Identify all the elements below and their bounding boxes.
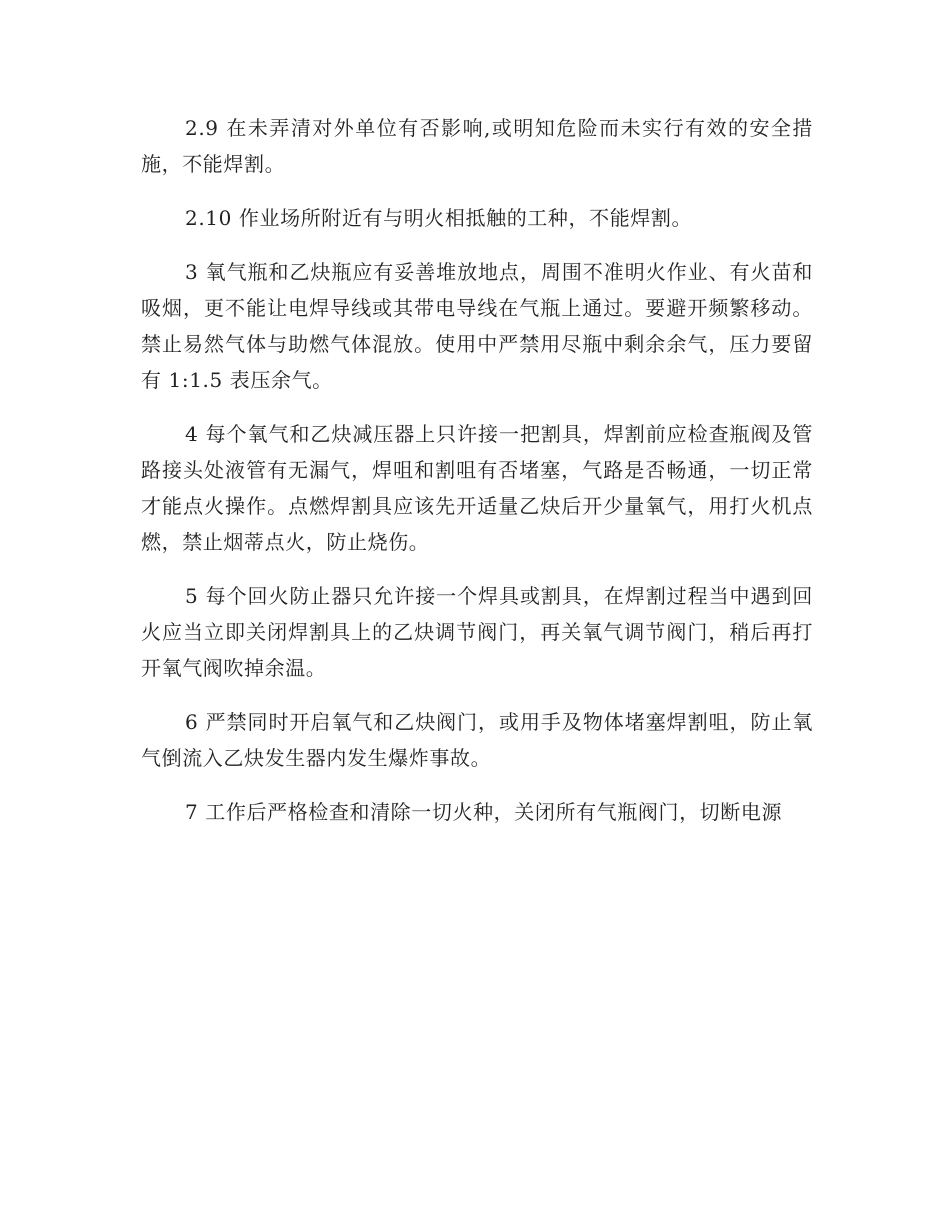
- paragraph-2-9: 2.9 在未弄清对外单位有否影响,或明知危险而未实行有效的安全措施，不能焊割。: [141, 116, 813, 176]
- paragraph-2-10: 2.10 作业场所附近有与明火相抵触的工种，不能焊割。: [185, 206, 693, 230]
- paragraph-6: 6 严禁同时开启氧气和乙炔阀门，或用手及物体堵塞焊割咀，防止氧气倒流入乙炔发生器内发生爆炸事故。: [141, 710, 813, 770]
- paragraph-4: 4 每个氧气和乙炔减压器上只许接一把割具，焊割前应检查瓶阀及管路接头处液管有无漏气，焊咀和割咀有否堵塞，气路是否畅通，一切正常才能点火操作。点燃焊割具应该先开适量乙炔后开少量氧气，用打火机点燃，禁止烟蒂点火，防止烧伤。: [141, 422, 813, 554]
- document-body: [141, 110, 813, 848]
- paragraph-5: 5 每个回火防止器只允许接一个焊具或割具，在焊割过程当中遇到回火应当立即关闭焊割具上的乙炔调节阀门，再关氧气调节阀门，稍后再打开氧气阀吹掉余温。: [141, 584, 813, 680]
- paragraph-7: 7 工作后严格检查和清除一切火种，关闭所有气瓶阀门，切断电源: [185, 800, 783, 824]
- paragraph-3: 3 氧气瓶和乙炔瓶应有妥善堆放地点，周围不准明火作业、有火苗和吸烟，更不能让电焊导线或其带电导线在气瓶上通过。要避开频繁移动。禁止易然气体与助燃气体混放。使用中严禁用尽瓶中剩余余气，压力要留有 1:1.5 表压余气。: [141, 260, 813, 392]
